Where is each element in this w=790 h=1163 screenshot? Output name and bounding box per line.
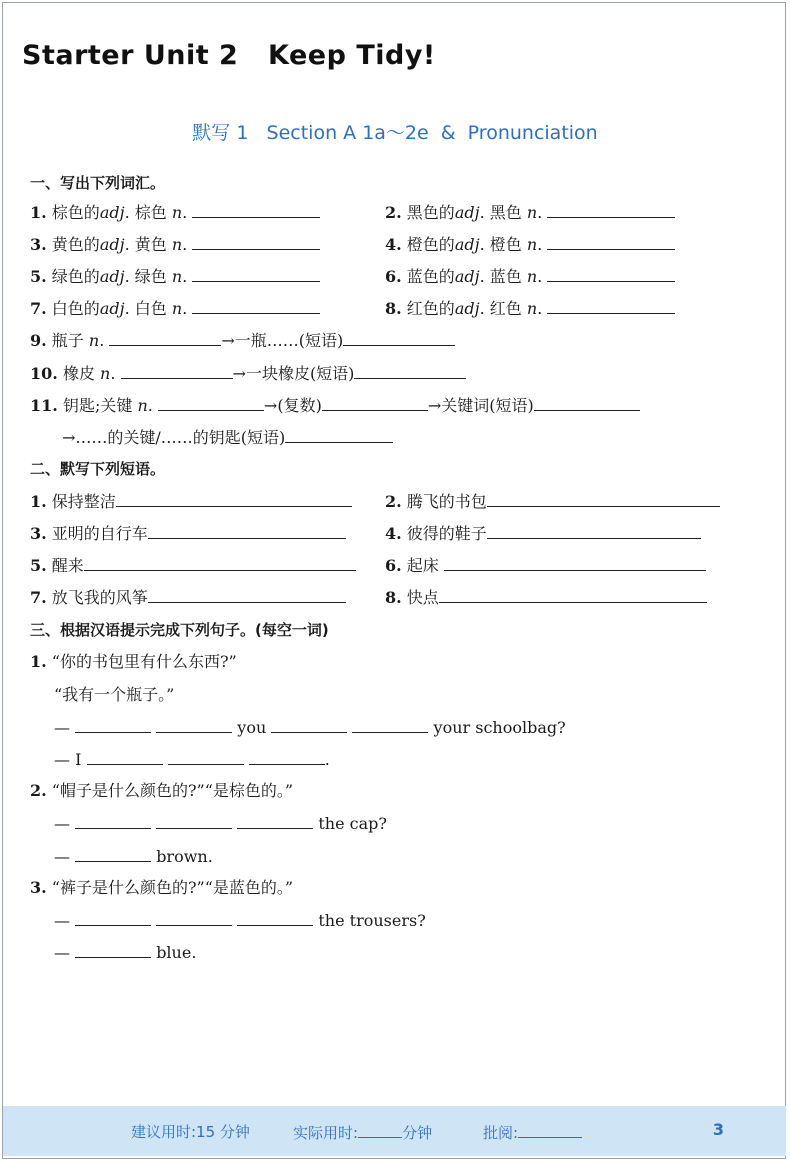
vocab-item: 5. 绿色的adj. 绿色 n. xyxy=(30,265,320,288)
answer-blank[interactable] xyxy=(237,812,313,829)
answer-blank[interactable] xyxy=(75,845,151,862)
sentence-q2-line2: — brown. xyxy=(54,847,213,866)
answer-blank[interactable] xyxy=(156,812,232,829)
answer-blank[interactable] xyxy=(75,941,151,958)
answer-blank[interactable] xyxy=(192,265,320,282)
answer-blank[interactable] xyxy=(158,394,264,411)
phrase-item: 4. 彼得的鞋子 xyxy=(385,522,701,545)
phrase-item: 7. 放飞我的风筝 xyxy=(30,586,346,609)
answer-blank[interactable] xyxy=(237,909,313,926)
vocab-item-9: 9. 瓶子 n. →一瓶……(短语) xyxy=(30,329,455,352)
phrase-item: 6. 起床 xyxy=(385,554,706,577)
answer-blank[interactable] xyxy=(116,490,352,507)
answer-blank[interactable] xyxy=(168,748,244,765)
review-blank[interactable] xyxy=(518,1121,582,1138)
answer-blank[interactable] xyxy=(87,748,163,765)
unit-title: Starter Unit 2 Keep Tidy! xyxy=(22,40,436,71)
answer-blank[interactable] xyxy=(271,716,347,733)
section-subtitle: 默写 1 Section A 1a～2e & Pronunciation xyxy=(192,122,598,144)
part2-heading: 二、默写下列短语。 xyxy=(30,460,166,478)
phrase-item: 1. 保持整洁 xyxy=(30,490,352,513)
review-field: 批阅: xyxy=(483,1121,582,1143)
footer-bar xyxy=(3,1106,786,1156)
vocab-item: 8. 红色的adj. 红色 n. xyxy=(385,297,675,320)
answer-blank[interactable] xyxy=(148,522,346,539)
answer-blank[interactable] xyxy=(249,748,325,765)
sentence-q2-cn: 2. “帽子是什么颜色的?”“是棕色的。” xyxy=(30,781,294,800)
vocab-item: 4. 橙色的adj. 橙色 n. xyxy=(385,233,675,256)
sentence-q3-line1: — the trousers? xyxy=(54,911,426,930)
answer-blank[interactable] xyxy=(75,909,151,926)
actual-time: 实际用时: 分钟 xyxy=(293,1121,432,1143)
vocab-item: 6. 蓝色的adj. 蓝色 n. xyxy=(385,265,675,288)
sentence-q1-line2: — I . xyxy=(54,750,330,769)
answer-blank[interactable] xyxy=(192,201,320,218)
sentence-q2-line1: — the cap? xyxy=(54,814,387,833)
answer-blank[interactable] xyxy=(84,554,356,571)
answer-blank[interactable] xyxy=(547,265,675,282)
answer-blank[interactable] xyxy=(487,490,720,507)
answer-blank[interactable] xyxy=(487,522,701,539)
answer-blank[interactable] xyxy=(75,812,151,829)
answer-blank[interactable] xyxy=(192,233,320,250)
phrase-item: 8. 快点 xyxy=(385,586,707,609)
answer-blank[interactable] xyxy=(156,716,232,733)
answer-blank[interactable] xyxy=(192,297,320,314)
phrase-item: 2. 腾飞的书包 xyxy=(385,490,720,513)
vocab-item-10: 10. 橡皮 n. →一块橡皮(短语) xyxy=(30,362,466,385)
page-number: 3 xyxy=(712,1120,724,1139)
vocab-item-11-continued: →……的关键/……的钥匙(短语) xyxy=(62,426,393,449)
sentence-q1-line1: — you your schoolbag? xyxy=(54,718,566,737)
answer-blank[interactable] xyxy=(75,716,151,733)
suggested-time: 建议用时:15 分钟 xyxy=(131,1123,250,1141)
actual-time-blank[interactable] xyxy=(358,1121,402,1138)
answer-blank[interactable] xyxy=(109,329,221,346)
answer-blank[interactable] xyxy=(439,586,707,603)
answer-blank[interactable] xyxy=(285,426,393,443)
answer-blank[interactable] xyxy=(352,716,428,733)
part1-heading: 一、写出下列词汇。 xyxy=(30,174,166,192)
answer-blank[interactable] xyxy=(547,297,675,314)
answer-blank[interactable] xyxy=(322,394,428,411)
answer-blank[interactable] xyxy=(343,329,455,346)
answer-blank[interactable] xyxy=(547,201,675,218)
sentence-q1-cn2: “我有一个瓶子。” xyxy=(54,685,175,704)
answer-blank[interactable] xyxy=(534,394,640,411)
vocab-item-11: 11. 钥匙;关键 n. →(复数) →关键词(短语) xyxy=(30,394,640,417)
vocab-item: 1. 棕色的adj. 棕色 n. xyxy=(30,201,320,224)
answer-blank[interactable] xyxy=(354,362,466,379)
phrase-item: 3. 亚明的自行车 xyxy=(30,522,346,545)
phrase-item: 5. 醒来 xyxy=(30,554,356,577)
vocab-item: 2. 黑色的adj. 黑色 n. xyxy=(385,201,675,224)
sentence-q3-cn: 3. “裤子是什么颜色的?”“是蓝色的。” xyxy=(30,878,294,897)
answer-blank[interactable] xyxy=(547,233,675,250)
answer-blank[interactable] xyxy=(121,362,233,379)
answer-blank[interactable] xyxy=(156,909,232,926)
sentence-q3-line2: — blue. xyxy=(54,943,197,962)
vocab-item: 3. 黄色的adj. 黄色 n. xyxy=(30,233,320,256)
answer-blank[interactable] xyxy=(444,554,706,571)
vocab-item: 7. 白色的adj. 白色 n. xyxy=(30,297,320,320)
part3-heading: 三、根据汉语提示完成下列句子。(每空一词) xyxy=(30,621,329,639)
sentence-q1-cn1: 1. “你的书包里有什么东西?” xyxy=(30,652,237,671)
answer-blank[interactable] xyxy=(148,586,346,603)
